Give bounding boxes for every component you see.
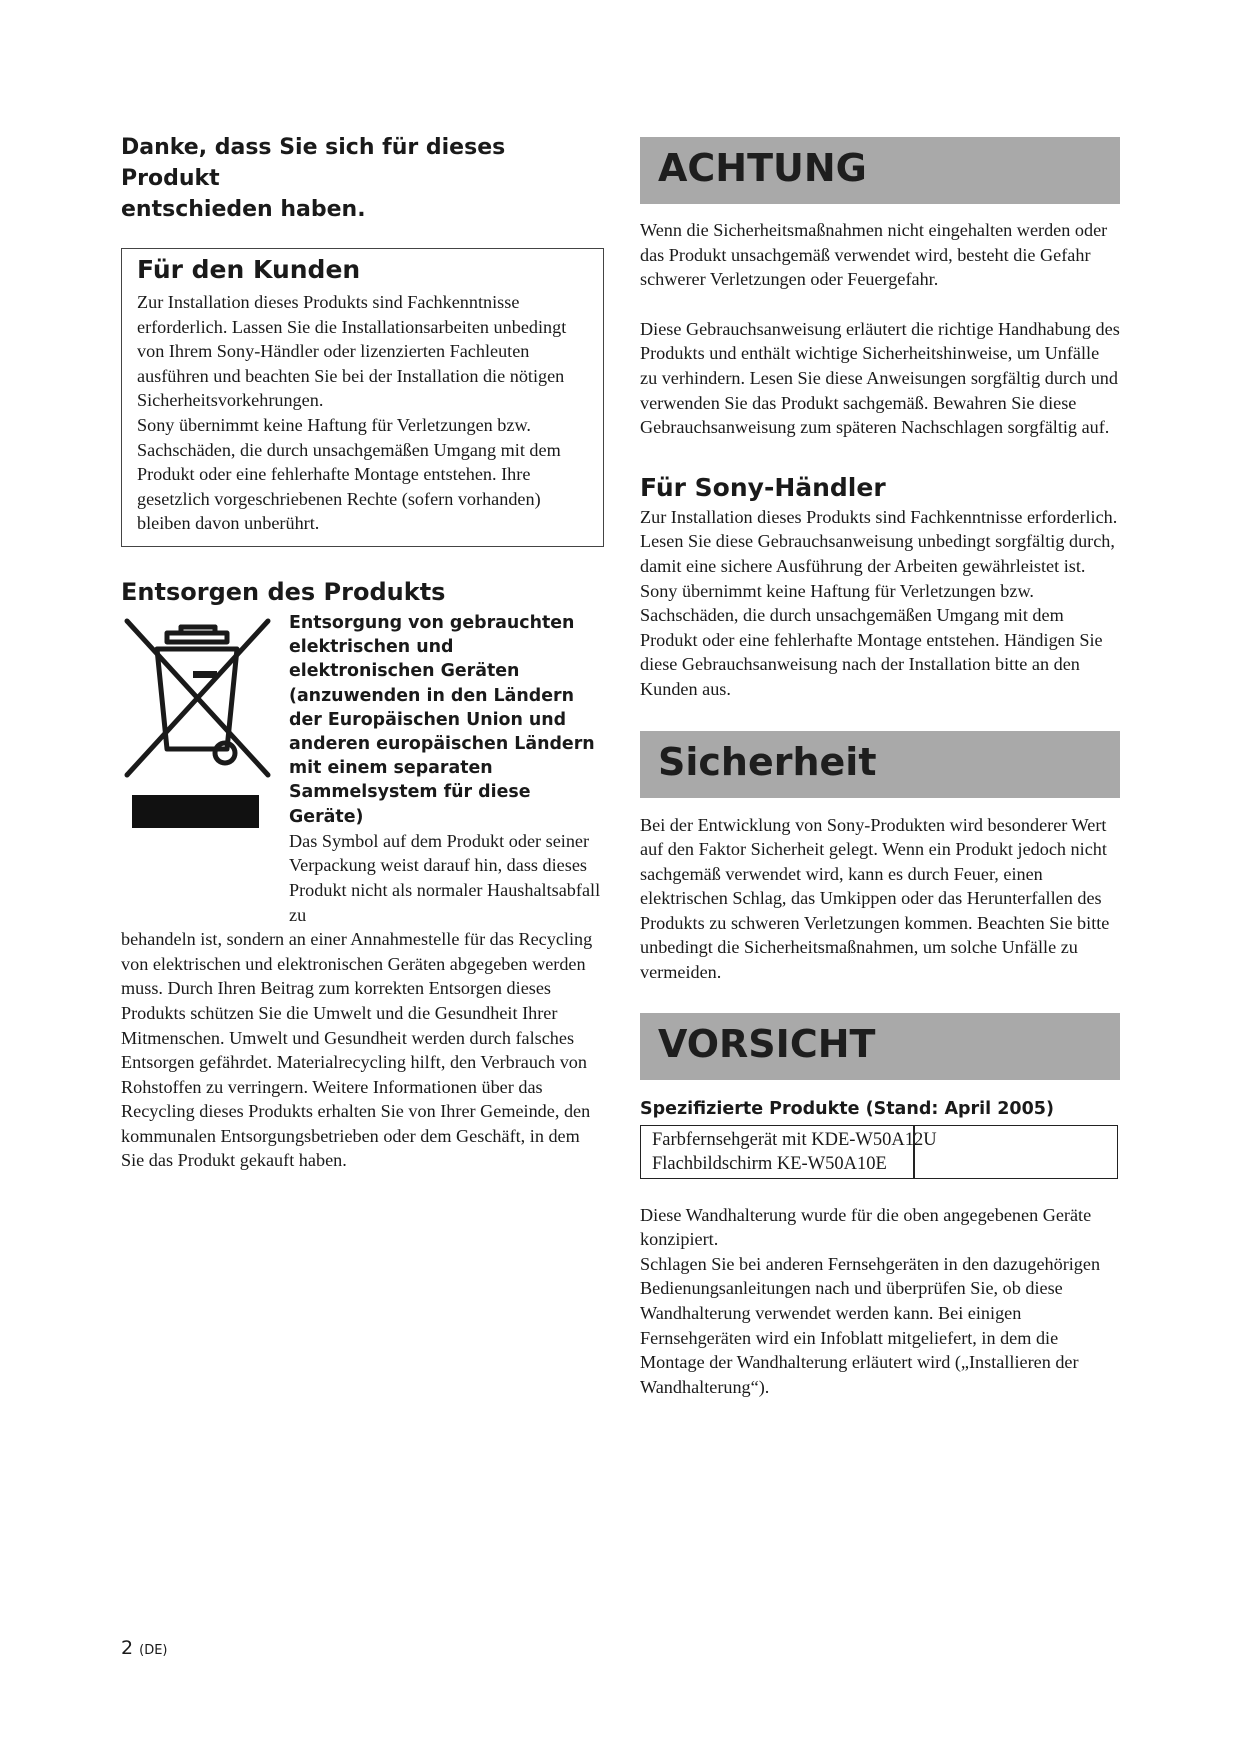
sicherheit-title: Sicherheit (658, 739, 877, 784)
achtung-paragraph-2: Diese Gebrauchsanweisung erläutert die richtige Handhabung des Produkts und enthält wichtige Sicherheitshinweise, um Unfälle zu verhindern. Lesen Sie diese Anweisungen sorgfältig durch und verwenden Sie das Produkt sachgemäß. Bewahren Sie diese Gebrauchsanweisung zum späteren Nachschlagen sorgfältig auf. (640, 318, 1120, 438)
dealer-title: Für Sony-Händler (640, 472, 886, 502)
dealer-text: Zur Installation dieses Produkts sind Fachkenntnisse erforderlich. Lesen Sie diese Gebrauchsanweisung unbedingt sorgfältig durch, damit eine sichere Ausführung der Arbeiten gewährleistet ist. Sony übernimmt keine Haftung für Verletzungen bzw. Sachschäden, die durch unsachgemäßen Umgang mit dem Produkt oder eine fehlerhafte Montage entstehen. Händigen Sie diese Gebrauchsanweisung nach der Installation bitte an den Kunden aus. (640, 506, 1118, 699)
vorsicht-paragraph-2: Schlagen Sie bei anderen Fernsehgeräten in den dazugehörigen Bedienungsanleitungen nach und überprüfen Sie, ob diese Wandhalterung verwendet werden kann. Bei einigen Fernsehgeräten wird ein Infoblatt mitgeliefert, in dem die Montage der Wandhalterung erläutert wird („Installieren der Wandhalterung“). (640, 1253, 1101, 1397)
sicherheit-text: Bei der Entwicklung von Sony-Produkten wird besonderer Wert auf den Faktor Sicherheit gelegt. Wenn ein Produkt jedoch nicht sachgemäß verwendet wird, kann es durch Feuer, einen elektrischen Schlag, das Umkippen oder das Herunterfallen des Produkts zu schweren Verletzungen kommen. Beachten Sie bitte unbedingt die Sicherheitsmaßnahmen, um solche Unfälle zu vermeiden. (640, 814, 1110, 983)
disposal-bold-heading: Entsorgung von gebrauchten elektrischen und elektronischen Geräten (anzuwenden in den Ländern der Europäischen Union und anderen europäischen Ländern mit einem separaten Sammelsystem für diese Geräte) (289, 612, 595, 827)
right-column (640, 137, 1120, 1399)
crossed-out-wheeled-bin-icon (121, 613, 276, 783)
disposal-body-text: behandeln ist, sondern an einer Annahmestelle für das Recycling von elektrischen und elektronischen Geräten abgegeben werden muss. Durch Ihren Beitrag zum korrekten Entsorgen dieses Produkts schützen Sie die Umwelt und die Gesundheit Ihrer Mitmenschen. Umwelt und Gesundheit werden durch falsches Entsorgen gefährdet. Materialrecycling hilft, den Verbrauch von Rohstoffen zu verringern. Weitere Informationen über das Recycling dieses Produkts erhalten Sie von Ihrer Gemeinde, den kommunalen Entsorgungsbetrieben oder dem Geschäft, in dem Sie das Produkt gekauft haben. (121, 929, 593, 1171)
spec-products-title: Spezifizierte Produkte (Stand: April 2005) (640, 1098, 1054, 1119)
achtung-paragraph-1: Wenn die Sicherheitsmaßnahmen nicht eingehalten werden oder das Produkt unsachgemäß verwendet wird, besteht die Gefahr schwerer Verletzungen oder Feuergefahr. (640, 220, 1108, 290)
achtung-title: ACHTUNG (658, 146, 867, 190)
weee-black-bar (132, 795, 259, 828)
customer-notice-liability: Sony übernimmt keine Haftung für Verletzungen bzw. Sachschäden, die durch unsachgemäßen Umgang mit dem Produkt oder eine fehlerhafte Montage entstehen. Ihre gesetzlich vorgeschriebenen Rechte (sofern vorhanden) bleiben davon unberührt. (137, 414, 561, 534)
vorsicht-title: VORSICHT (658, 1021, 876, 1066)
achtung-heading-band (640, 137, 1120, 204)
intro-heading (121, 132, 603, 225)
spec-product-2: Flachbildschirm KE-W50A10E (652, 1153, 887, 1174)
disposal-side-text: Das Symbol auf dem Produkt oder seiner Verpackung weist darauf hin, dass dieses Produkt nicht als normaler Haushaltsabfall zu (289, 830, 601, 925)
spec-products-table (640, 1125, 1118, 1179)
sicherheit-heading-band (640, 731, 1120, 798)
page-number-value: 2 (121, 1637, 134, 1659)
left-column (121, 132, 603, 1173)
customer-notice-title: Für den Kunden (137, 255, 361, 284)
vorsicht-paragraph-1: Diese Wandhalterung wurde für die oben angegebenen Geräte konzipiert. (640, 1204, 1092, 1250)
disposal-title: Entsorgen des Produkts (121, 577, 446, 606)
vorsicht-heading-band (640, 1013, 1120, 1080)
disposal-section (121, 611, 603, 1173)
customer-notice-box (121, 248, 604, 547)
intro-line-1: Danke, dass Sie sich für dieses Produkt (121, 135, 506, 191)
spec-product-1: Farbfernsehgerät mit KDE-W50A12U (652, 1129, 937, 1150)
page-number (121, 1637, 168, 1659)
page-language: (DE) (139, 1643, 168, 1658)
intro-line-2: entschieden haben. (121, 197, 366, 222)
customer-notice-text: Zur Installation dieses Produkts sind Fachkenntnisse erforderlich. Lassen Sie die Installationsarbeiten unbedingt von Ihrem Sony-Händler oder lizenzierten Fachleuten ausführen und beachten Sie bei der Installation die nötigen Sicherheitsvorkehrungen. (137, 292, 567, 411)
